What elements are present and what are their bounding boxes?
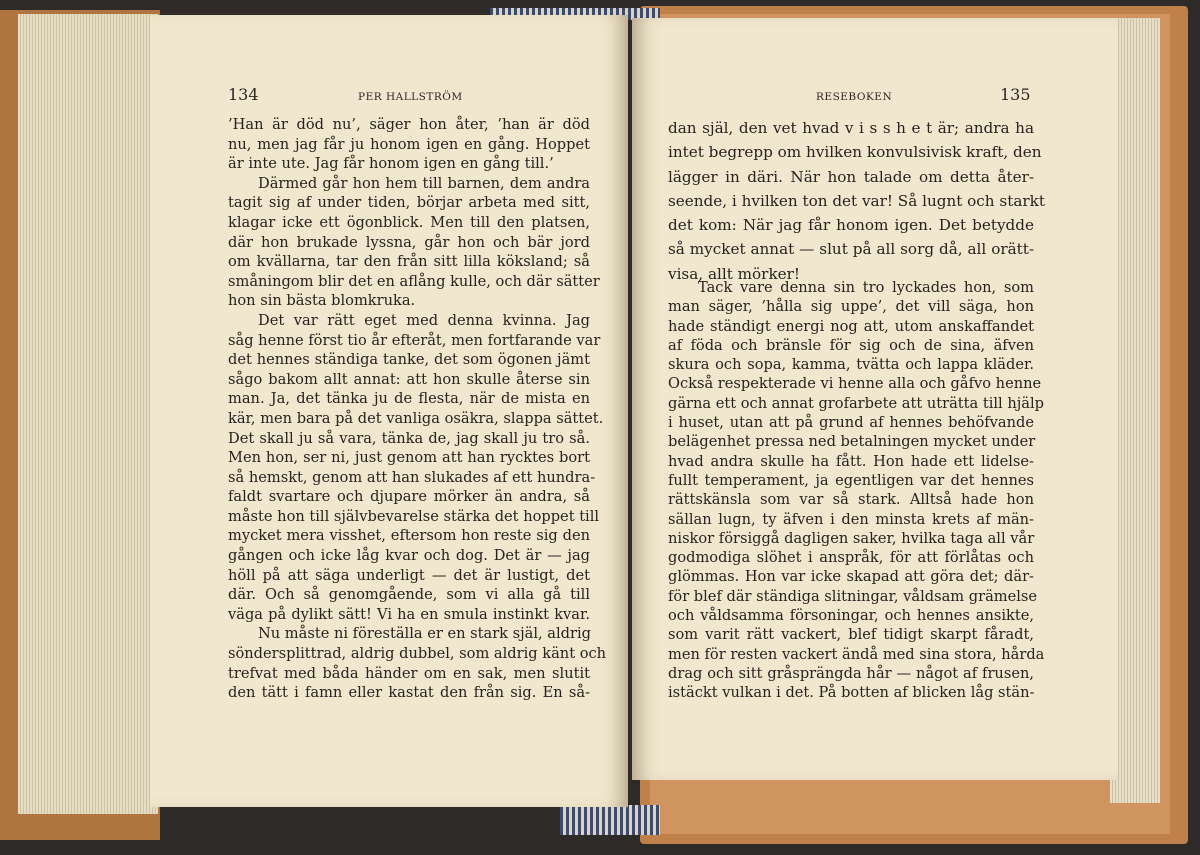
text-line: sågo bakom allt annat: att hon skulle återse sin: [228, 370, 590, 388]
text-line: gärna ett och annat grofarbete att uträtta till hjälp: [668, 394, 1044, 412]
text-line: dan själ, den vet hvad v i s s h e t är; andra ha: [668, 119, 1034, 137]
text-line: det kom: När jag får honom igen. Det betydde: [668, 216, 1034, 235]
text-line: Det var rätt eget med denna kvinna. Jag: [258, 311, 590, 329]
text-line: af föda och bränsle för sig och de sina, äfven: [668, 336, 1034, 354]
text-line: är inte ute. Jag får honom igen en gång till.’: [228, 155, 554, 173]
running-head: PER HALLSTRÖM: [358, 91, 463, 103]
text-line: lägger in däri. När hon talade om detta åter-: [668, 167, 1034, 186]
text-line: den tätt i famn eller kastat den från sig. En så-: [228, 684, 590, 702]
text-line: Men hon, ser ni, just genom att han rycktes bort: [228, 449, 590, 467]
text-line: fullt temperament, ja egentligen var det hennes: [668, 471, 1034, 489]
right-paragraph-1: [668, 116, 1045, 286]
text-line: intet begrepp om hvilken konvulsivisk kraft, den: [668, 143, 1042, 162]
text-line: som varit rätt vackert, blef tidigt skarpt fåradt,: [668, 626, 1034, 644]
text-line: väga på dylikt sätt! Vi ha en smula instinkt kvar.: [228, 605, 590, 623]
text-line: kär, men bara på det vanliga osäkra, slappa sättet.: [228, 409, 604, 427]
text-line: Nu måste ni föreställa er en stark själ, aldrig: [258, 625, 592, 643]
text-line: söndersplittrad, aldrig dubbel, som aldrig känt och: [228, 645, 607, 663]
text-line: trefvat med båda händer om en sak, men slutit: [228, 664, 590, 682]
text-line: Det skall ju så vara, tänka de, jag skall ju tro så.: [228, 429, 590, 447]
text-line: faldt svartare och djupare mörker än andra, så: [228, 488, 590, 506]
text-line: drag och sitt gråsprängda hår — något af frusen,: [668, 664, 1034, 682]
text-line: mycket mera visshet, eftersom hon reste sig den: [228, 527, 590, 545]
text-line: så hemskt, genom att han slukades af ett hundra-: [228, 468, 596, 486]
text-line: ’Han är död nu’, säger hon åter, ’han är död: [228, 116, 590, 133]
text-line: där hon brukade lyssna, går hon och bär jord: [228, 233, 590, 251]
text-line: såg henne först tio år efteråt, men fortfarande var: [228, 331, 601, 349]
text-line: skura och sopa, kamma, tvätta och lappa kläder.: [668, 356, 1034, 374]
text-line: och våldsamma försoningar, och hennes ansikte,: [668, 607, 1034, 625]
text-line: rättskänsla som var så stark. Alltså hade hon: [668, 491, 1034, 509]
text-line: godmodiga slöhet i anspråk, för att förlåtas och: [668, 549, 1034, 567]
text-line: måste hon till självbevarelse stärka det hoppet till: [228, 507, 600, 525]
text-line: i huset, utan att på grund af hennes behöfvande: [668, 414, 1034, 432]
text-line: Därmed går hon hem till barnen, dem andra: [258, 174, 590, 192]
text-line: Också respekterade vi henne alla och gåfvo henne: [668, 375, 1042, 393]
text-line: niskor försiggå dagligen saker, hvilka taga all vår: [668, 529, 1035, 547]
text-line: om kvällarna, tar den från sitt lilla köksland; så: [228, 253, 590, 271]
running-head: RESEBOKEN: [816, 91, 893, 103]
text-line: sällan lugn, ty äfven i den minsta krets af män-: [668, 510, 1034, 528]
text-line: det hennes ständiga tanke, det som ögonen jämt: [228, 351, 590, 369]
page-number: 135: [1000, 85, 1031, 104]
text-line: där. Och så genomgående, som vi alla gå till: [228, 586, 590, 604]
right-paragraph-2: [668, 278, 1045, 703]
text-line: glömmas. Hon var icke skapad att göra det; där-: [668, 568, 1034, 586]
text-line: nu, men jag får ju honom igen en gång. Hoppet: [228, 135, 590, 153]
text-line: hvad andra skulle ha fått. Hon hade ett lidelse-: [668, 452, 1034, 470]
text-line: klagar icke ett ögonblick. Men till den platsen,: [228, 213, 590, 231]
text-line: höll på att säga underligt — det är lustigt, det: [228, 566, 590, 584]
text-line: hon sin bästa blomkruka.: [228, 292, 416, 310]
text-line: för blef där ständiga slitningar, våldsam grämelse: [668, 587, 1038, 605]
text-line: så mycket annat — slut på all sorg då, all orätt-: [668, 240, 1034, 259]
text-line: hade ständigt energi nog att, utom anskaffandet: [668, 317, 1034, 335]
text-line: men för resten vackert ändå med sina stora, hårda: [668, 645, 1045, 663]
left-page-text: [228, 115, 607, 703]
text-line: belägenhet pressa ned betalningen mycket under: [668, 433, 1036, 451]
left-page: [150, 15, 628, 807]
text-line: småningom blir det en aflång kulle, och där sätter: [228, 272, 600, 290]
text-line: tagit sig af under tiden, börjar arbeta med sitt,: [228, 194, 590, 212]
text-line: man. Ja, det tänka ju de flesta, när de mista en: [228, 390, 590, 408]
page-stack-left: [18, 14, 158, 814]
headband-bottom: [560, 805, 660, 835]
page-number: 134: [228, 85, 259, 104]
text-line: istäckt vulkan i det. På botten af blicken låg stän-: [668, 684, 1035, 702]
text-line: visa, allt mörker!: [668, 264, 801, 283]
text-line: Tack vare denna sin tro lyckades hon, som: [698, 279, 1034, 296]
right-page: [632, 18, 1118, 780]
text-line: gången och icke låg kvar och dog. Det är — jag: [228, 547, 590, 565]
text-line: man säger, ’hålla sig uppe’, det vill säga, hon: [668, 298, 1034, 316]
text-line: seende, i hvilken ton det var! Så lugnt och starkt: [668, 191, 1045, 210]
